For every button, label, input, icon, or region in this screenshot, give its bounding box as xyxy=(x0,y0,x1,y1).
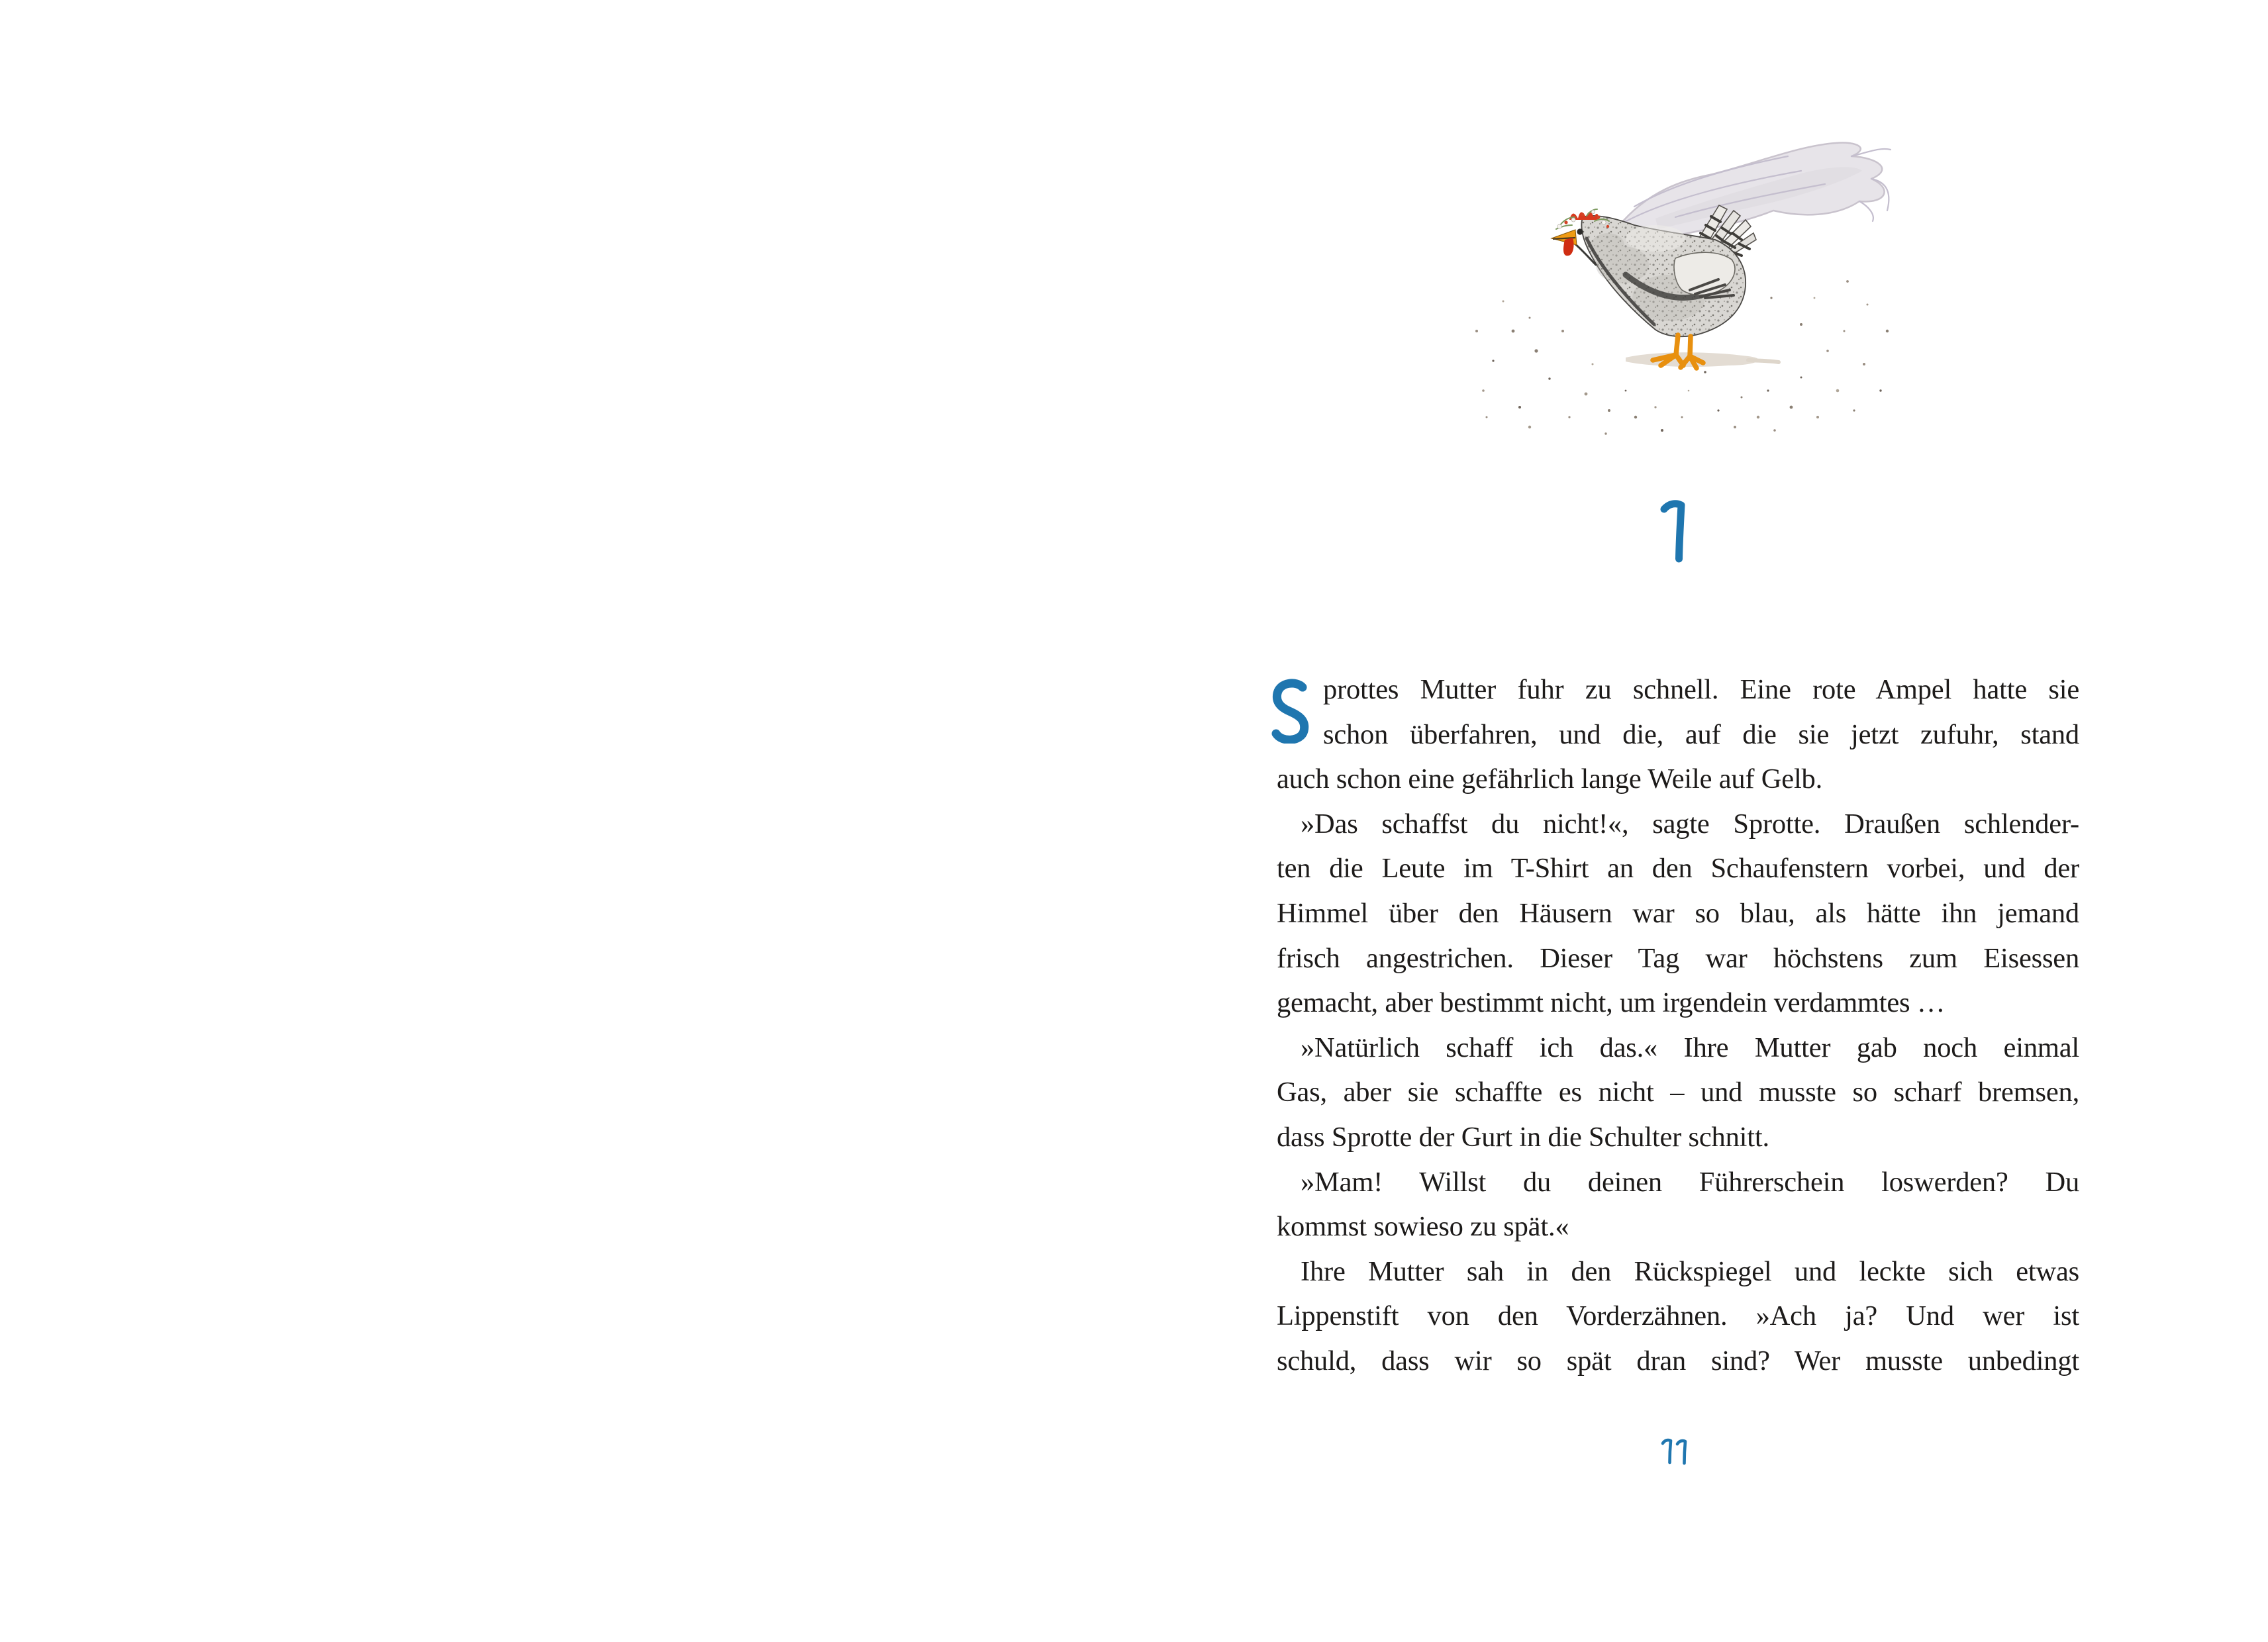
chapter-number xyxy=(1659,497,1689,567)
text-line: ten die Leute im T-Shirt an den Schaufenstern vorbei, und der xyxy=(1277,853,2079,885)
wattle xyxy=(1563,238,1574,256)
eye xyxy=(1577,228,1583,234)
text-line: auch schon eine gefährlich lange Weile auf Gelb. xyxy=(1277,763,1823,795)
text-line: »Mam! Willst du deinen Führerschein loswerden? Du xyxy=(1301,1166,2079,1198)
text-line: dass Sprotte der Gurt in die Schulter schnitt. xyxy=(1277,1121,1769,1153)
wing xyxy=(1674,252,1735,298)
text-line: »Das schaffst du nicht!«, sagte Sprotte. Draußen schlender- xyxy=(1301,808,2079,840)
text-line: Gas, aber sie schaffte es nicht – und musste so scharf bremsen, xyxy=(1277,1077,2079,1108)
text-line: »Natürlich schaff ich das.« Ihre Mutter gab noch einmal xyxy=(1301,1032,2079,1063)
text-block xyxy=(1277,667,2079,1384)
text-line: gemacht, aber bestimmt nicht, um irgendein verdammtes … xyxy=(1277,987,1946,1019)
hen-with-scarf-illustration xyxy=(1457,132,1907,450)
text-line: kommst sowieso zu spät.« xyxy=(1277,1211,1569,1243)
page-number xyxy=(1659,1437,1694,1467)
text-line: schuld, dass wir so spät dran sind? Wer musste unbedingt xyxy=(1277,1345,2079,1376)
text-line: frisch angestrichen. Dieser Tag war höchstens zum Eisessen xyxy=(1277,942,2079,974)
text-line: prottes Mutter fuhr zu schnell. Eine rote Ampel hatte sie xyxy=(1323,674,2079,705)
text-line: Ihre Mutter sah in den Rückspiegel und leckte sich etwas xyxy=(1301,1255,2079,1287)
text-line: Himmel über den Häusern war so blau, als hätte ihn jemand xyxy=(1277,897,2079,929)
drop-cap xyxy=(1271,679,1310,744)
text-line: schon überfahren, und die, auf die sie jetzt zufuhr, stand xyxy=(1323,718,2079,750)
text-line: Lippenstift von den Vorderzähnen. »Ach ja? Und wer ist xyxy=(1277,1300,2079,1332)
